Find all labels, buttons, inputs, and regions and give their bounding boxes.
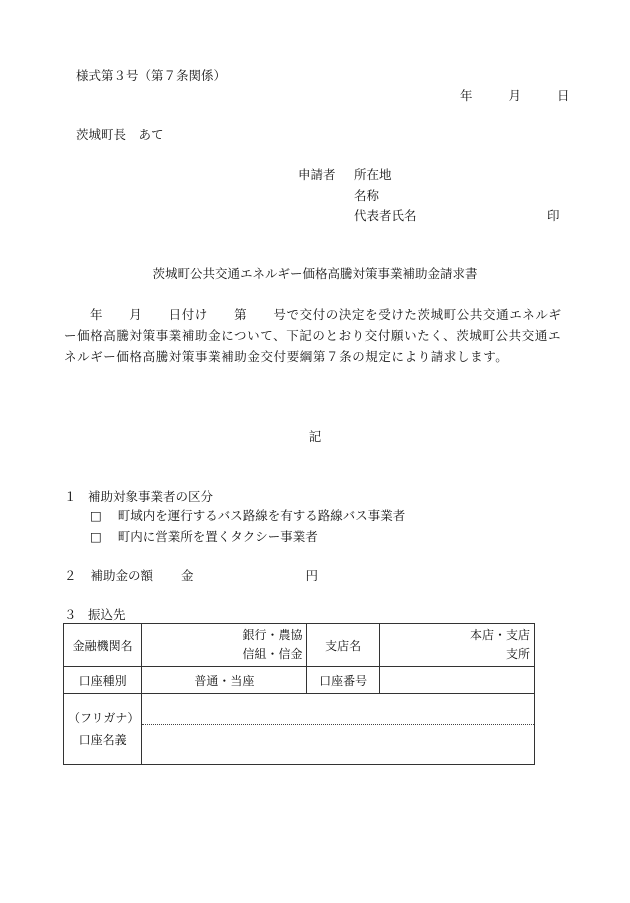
option-bus[interactable] <box>90 506 405 524</box>
applicant-representative-label: 代表者氏名 <box>354 208 417 223</box>
furigana-label: （フリガナ） <box>68 711 140 725</box>
date-day: 日 <box>556 88 570 103</box>
account-name-label-cell <box>64 694 142 765</box>
option-taxi[interactable] <box>90 527 318 545</box>
section-2-number: ２ <box>64 568 77 583</box>
branch-field[interactable] <box>379 624 534 667</box>
yen-label: 円 <box>305 568 319 583</box>
section-3-number: ３ <box>64 607 77 622</box>
checkbox-icon[interactable]: □ <box>90 529 102 544</box>
section-1-heading <box>64 487 213 505</box>
institution-field[interactable] <box>142 624 307 667</box>
applicant-label: 申請者 <box>298 167 336 182</box>
date-month: 月 <box>508 88 521 103</box>
option-taxi-label: 町内に営業所を置くタクシー事業者 <box>117 529 318 544</box>
seal-mark: 印 <box>547 208 560 223</box>
kin-label: 金 <box>181 568 194 583</box>
branch-types-line2: 支所 <box>505 647 530 661</box>
account-type-label: 口座種別 <box>64 667 142 694</box>
furigana-divider <box>142 724 534 725</box>
section-2-line <box>64 566 318 584</box>
account-type-field[interactable]: 普通・当座 <box>142 667 307 694</box>
section-3-heading <box>64 605 126 623</box>
table-row <box>64 624 535 667</box>
table-row <box>64 694 535 765</box>
branch-label: 支店名 <box>307 624 379 667</box>
section-1-label: 補助対象事業者の区分 <box>88 489 214 504</box>
account-number-label: 口座番号 <box>307 667 379 694</box>
body-paragraph: 年 月 日付け 第 号で交付の決定を受けた茨城町公共交通エネルギー価格高騰対策事業補助金について、下記のとおり交付願いたく、茨城町公共交通エネルギー価格高騰対策事業補助金交付要綱第７条の規定により請求します。 <box>64 307 562 364</box>
date-line <box>460 86 569 104</box>
account-name-field[interactable] <box>142 694 535 765</box>
account-name-label: 口座名義 <box>78 733 127 747</box>
table-row <box>64 667 535 694</box>
checkbox-icon[interactable]: □ <box>90 508 102 523</box>
ki-heading: 記 <box>308 429 322 444</box>
branch-types-line1: 本店・支店 <box>469 628 530 642</box>
date-year: 年 <box>460 88 473 103</box>
institution-types-line2: 信組・信金 <box>242 647 303 661</box>
form-number: 様式第３号（第７条関係） <box>76 68 227 83</box>
section-2-label: 補助金の額 <box>90 568 154 583</box>
bank-account-table <box>63 623 535 765</box>
institution-types-line1: 銀行・農協 <box>242 628 303 642</box>
option-bus-label: 町域内を運行するバス路線を有する路線バス事業者 <box>117 508 406 523</box>
account-number-field[interactable] <box>379 667 534 694</box>
addressee: 茨城町長 あて <box>76 127 164 142</box>
section-1-number: １ <box>64 489 77 504</box>
institution-label: 金融機関名 <box>64 624 142 667</box>
applicant-name-label: 名称 <box>354 188 380 203</box>
document-title: 茨城町公共交通エネルギー価格高騰対策事業補助金請求書 <box>152 266 478 281</box>
applicant-address-label: 所在地 <box>354 167 392 182</box>
section-3-label: 振込先 <box>88 607 126 622</box>
